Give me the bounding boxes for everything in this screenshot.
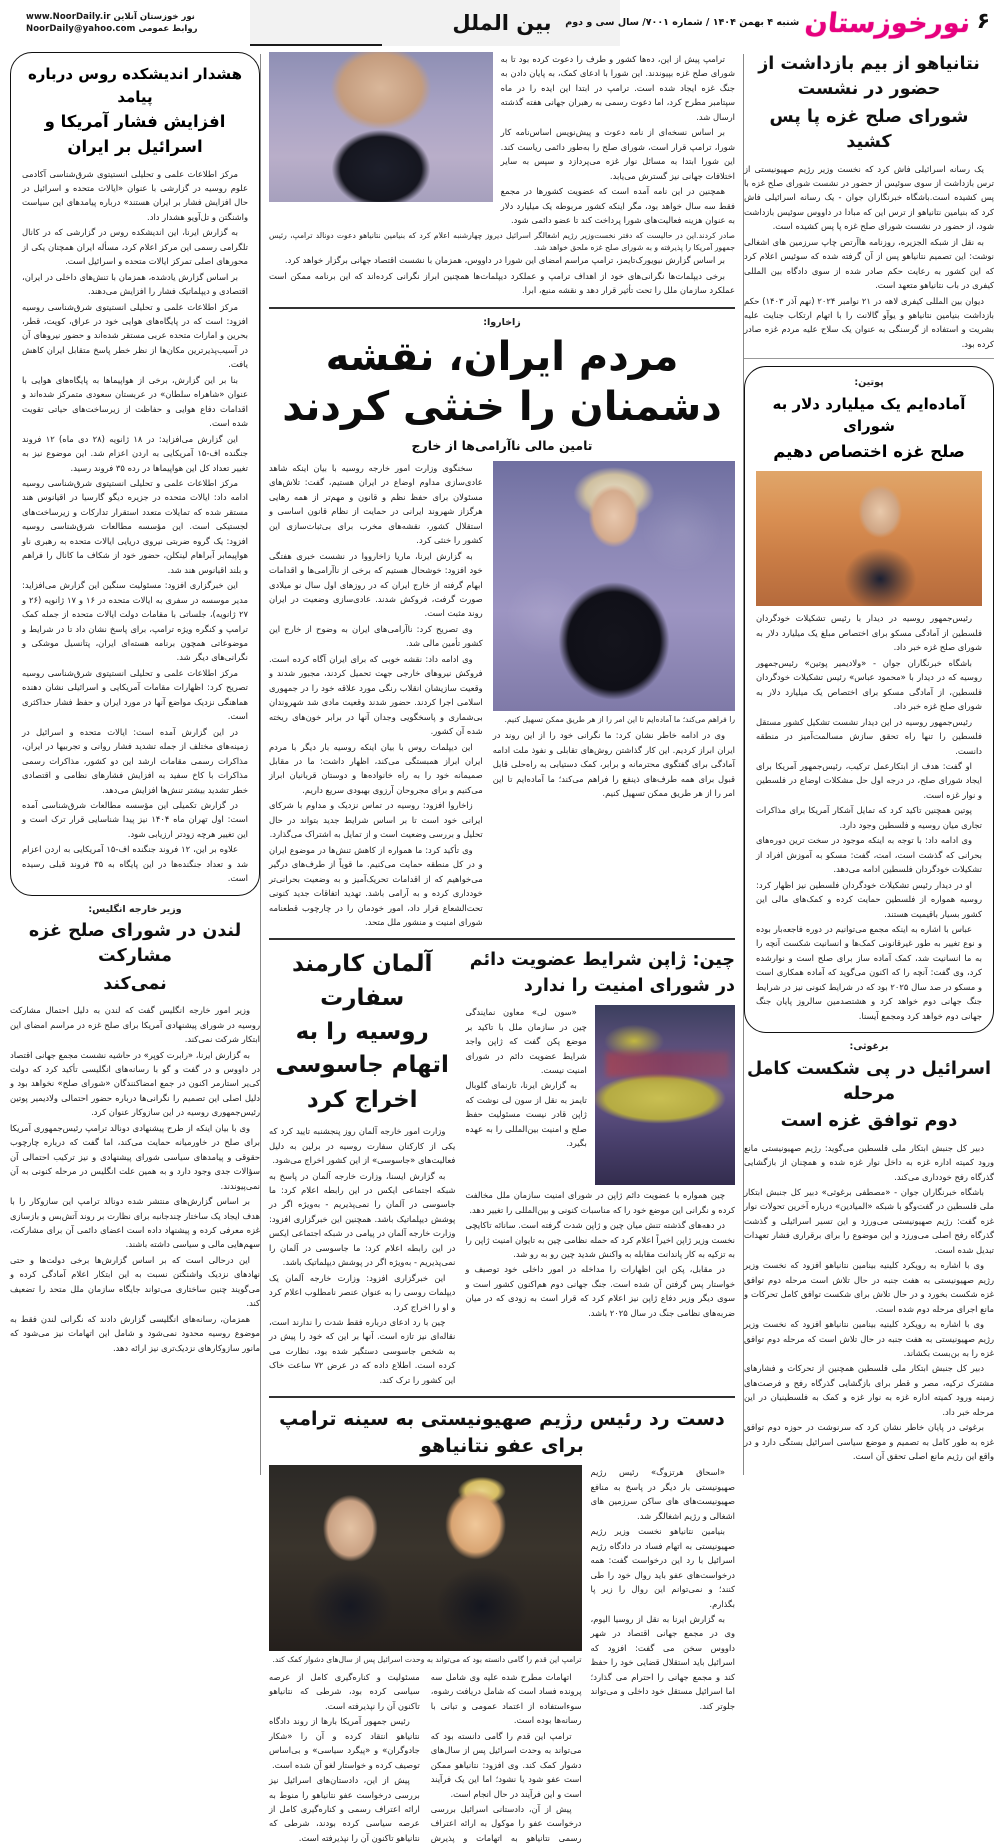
- article-uk-fm: [10, 904, 260, 1355]
- paragraph: به گزارش ایرنا، این اندیشکده روس در گزارشی که در کانال تلگرامی رسمی این مرکز اعلام کرد، مسأله ایران همچنان یکی از محورهای اصلی تمرکز ایالات متحده و اسرائیل است.: [22, 227, 248, 267]
- paragraph: وی با اشاره به رویکرد کلینیه بینامین نتانیاهو افزود که نخست وزیر رژیم صهیونیستی به هفت جنبه در حال تلاش است مرحله دوم توافق غزه شکست بخورد و در حال تلاش برای شکست توافق کامل تحرکات و مانع اجرای مرحله دوم شده است.: [744, 1260, 994, 1314]
- paragraph: پیش از آن، دادستانی اسرائیل بررسی درخواست عفو را موکول به ارائه اعتراف رسمی نتانیاهو به اتهامات و پذیرش مسئولیت و کناره‌گیری کامل از عرصه سیاسی کرده بود، شرطی که نتانیاهو تاکنون آن را نپذیرفته است.: [269, 1671, 582, 1843]
- article-body-lower: [269, 1670, 582, 1846]
- paragraph: وی تصریح کرد: ناآرامی‌های ایران به وضوح از خارج این کشور تأمین مالی شد.: [269, 623, 483, 649]
- paragraph: وی با اشاره به رویکرد کلینیه بینامین نتانیاهو افزود که نخست وزیر رژیم صهیونیستی به هفت جنبه در حال تلاش است که مرحله دوم توافق غزه را به بن‌بست بکشاند.: [744, 1319, 994, 1358]
- paragraph: در این گزارش آمده است: ایالات متحده و اسرائیل در زمینه‌های مختلف از جمله تشدید فشار روانی و تجربیها در ایران، مذاکرات رسمی مقامات ارشد این دو کشور، مذاکرات رسمی مذاکرات با کاخ سفید به افزایش فشارهای نظامی و اقتصادی خطر تشدید بیشتر تنش‌ها افزایش می‌دهد.: [22, 726, 248, 795]
- paragraph: وی ادامه داد: نقشه خوبی که برای ایران آگاه کرده است. فروکش نیروهای خارجی جهت تحمیل کردند، مجبور شدند و وقعیت سازیشان انقلاب رنگی مورد علاقه خود را در جمهوری اسلامی اجرا کردند. حضور شدند وقعیت مادی شد شهروندان بی‌شماری و پاسخگویی وجدان آنها در برابر خون‌های ریخته شده آن کشور.: [269, 653, 483, 737]
- column-right: [744, 52, 994, 1477]
- paragraph: به گزارش ایرنا به نقل از روسیا الیوم، وی در مجمع جهانی اقتصاد در شهر داووس سخن می گفت: افزود که اسرائیل باید استقلال قضایی خود را حفظ کند و مجمع جهانی را احترام می گذارد؛ اما اسرائیل مستقل خود داخلی و می‌تواند جلوتر کند.: [590, 1614, 735, 1711]
- paragraph: همزمان، رسانه‌های انگلیسی گزارش دادند که نگرانی لندن فقط به موضوع روسیه محدود نمی‌شود و شامل این اتهامات نیز می‌شود که مانور سازوکارهای نزدیک‌تری نیز ارائه دهد.: [10, 1313, 260, 1353]
- paragraph: سخنگوی وزارت امور خارجه روسیه با بیان اینکه شاهد عادی‌سازی مداوم اوضاع در ایران هستیم، گفت: تلاش‌های مسئولان برای حفظ نظم و قانون و مهم‌تر از همه رهایی هرگزاز شهروند ایرانی در حمایت از نظام قانون اساسی و استقلال کشور، نقشه‌های مخرب برای بی‌ثبات‌سازی این کشور را خنثی کرد.: [269, 462, 483, 546]
- paragraph: بر اساس نسخه‌ای از نامه دعوت و پیش‌نویس اساس‌نامه کار شورا، ترامپ قرار است، شورای صلح را به‌طور دائمی ریاست کند. این شورا ابتدا به مسائل نوار غزه می‌پردازد و سپس به سایر اختلافات جهانی نیز گسترش می‌یابد.: [500, 127, 735, 181]
- section-title: بین الملل: [452, 11, 552, 35]
- paragraph: باشگاه خبرنگاران جوان - «مصطفی برغوثی» دبیر کل جنبش ابتکار ملی فلسطین در گفت‌وگو با شبکه «المیادین» درباره آخرین تحولات نوار غزه گفت: رژیم صهیونیستی می‌ورزد و این تسیر اسرائیلی و گذشت گذرگاه رفح اصلی می‌ورزد و این موضوع را برای برقراری فشار تعهدات تبدیل شده است.: [744, 1187, 994, 1255]
- paragraph: باشگاه خبرنگاران جوان - «ولادیمیر پوتین» رئیس‌جمهور روسیه که در دیدار با «محمود عباس» رئیس تشکیلات خودگردان فلسطین، از آمادگی مسکو برای اختصاص یک میلیارد دلار به شورای صلح غزه خبر داد.: [756, 657, 982, 712]
- column-left: [10, 52, 260, 1477]
- article-body-cont: [269, 253, 735, 297]
- paragraph: برغوثی در پایان خاطر نشان کرد که سرنوشت در حوزه دوم توافق غزه به طور کامل به تصمیم و موضع سیاسی اسرائیل بستگی دارد و در واقع این رژیم مانع اصلی تحقق آن است.: [744, 1422, 994, 1462]
- paragraph: وزارت امور خارجه آلمان روز پنجشنبه تایید کرد که یکی از کارکنان سفارت روسیه در برلین به دلیل فعالیت‌های «جاسوسی» از این کشور اخراج می‌شود.: [269, 1126, 456, 1166]
- paragraph: چین با رد ادعای درباره فقط شدت را ندارند است، نقاله‌ای نیز تازه است. آنها بر این که خود را پیش در به شخص جاسوسی دستگیر شده بود، نظارت می کرده است. اطلاع داده که در عرض ۷۲ ساعت خاک این کشور را ترک کند.: [269, 1317, 456, 1385]
- headline-line-2: صلح غزه اختصاص دهیم: [773, 441, 965, 461]
- divider: [269, 307, 735, 309]
- paragraph: به گزارش ایرنا، «رابرت کوپر» در حاشیه نشست مجمع جهانی اقتصاد در داووس و در گفت و گو با رسانه‌های انگلیسی تأکید کرد که دولت کی‌یر استارمر اکنون در جمع امضاکنندگان «شورای صلح» نخواهد بود و دلیل اصلی این تصمیم را نگرانی‌ها درباره حضور احتمالی ولادیمیر پوتین رئیس‌جمهوری روسیه در این سازوکار عنوان کرد.: [10, 1049, 260, 1118]
- masthead-brand-block: [565, 0, 1000, 46]
- masthead-contact-block: [0, 0, 250, 46]
- row-china-germany: [269, 948, 735, 1388]
- paragraph: عباس با اشاره به اینکه مجمع می‌توانیم در دوره فاجعه‌بار بوده و نوع تغییر به طور غیرقانونی کمک‌ها و انسانیت شکست آنچه را به ما انسانیت شد، کمک آماده ساز برای صلح است و نوارشده کرد، وی گفت: آنچه را که اکنون می‌گوید که آماده همکاری است و مسکو در صد سال ۲۰۲۵ بود که در شرایط کنونی نیز در شرایط جنگ جهانی دوم خواهد کرد و هشتصدمین سالروز پایان جنگ جهانی دوم خواهد کرد ومجمع آیسنا.: [756, 924, 982, 1021]
- headline: چین: ژاپن شرایط عضویت دائم در شورای امنیت را ندارد: [469, 950, 735, 996]
- paragraph: زاخاروا افزود: روسیه در تماس نزدیک و مداوم با شرکای ایرانی خود است تا بر اساس شرایط جدید بتواند در حال تحلیل و بررسی وضعیت است و از تمایل به اشتراک می‌گذارد.: [269, 800, 483, 840]
- paragraph: او در دیدار رئیس تشکیلات خودگردان فلسطین نیز اظهار کرد: روسیه همواره از فلسطین حمایت کرده و کمک‌های مالی این کشور بسیار باقیمیت هستند.: [756, 879, 982, 919]
- paragraph: رئیس جمهور آمریکا بارها از روند دادگاه نتانیاهو انتقاد کرده و آن را «شکار جادوگران» و «پیگرد سیاسی» و بی‌اساس توصیف کرده و خواستار لغو آن شده است.: [269, 1716, 420, 1770]
- paper-logo: نورخوزستان: [803, 7, 973, 39]
- paragraph: برخی دیپلمات‌ها نگرانی‌های خود از اهداف ترامپ و عملکرد دیپلمات‌ها همچنین ابراز نگرانی کرده‌اند که این برنامه ممکن است عملکرد سازمان ملل را تحت تأثیر قرار دهد و نقشه منبع، ابرا.: [269, 270, 735, 296]
- article-body-cont: [465, 1188, 735, 1320]
- kicker: برغوثی:: [849, 1041, 889, 1053]
- photo-putin: [756, 471, 982, 606]
- article-germany-expels: [269, 948, 455, 1388]
- photo-caption: ترامپ این قدم را گامی دانسته بود که می‌تواند به وحدت اسرائیل پس از سال‌های دشوار کمک کند.: [272, 1655, 582, 1665]
- headline-line-3: اخراج کرد: [306, 1086, 418, 1113]
- paragraph: «سون لی» معاون نمایندگی چین در سازمان ملل با تاکید بر موضع پکن گفت که ژاپن واجد شرایط عضویت دائم در شورای امنیت نیست.: [465, 1007, 587, 1075]
- paragraph: ترامپ این قدم را گامی دانسته بود که می‌تواند به وحدت اسرائیل پس از سال‌های دشوار کمک کند. وی افزود: نتانیاهو ممکن است عفو شود یا نشود؛ اما این یک فرآیند است و این فرآیند در حال انجام است.: [430, 1730, 582, 1799]
- paragraph: مرکز اطلاعات علمی و تحلیلی انستیتوی شرق‌شناسی روسیه تصریح کرد: اظهارات مقامات آمریکایی و اسرائیلی نشان دهنده هماهنگی نزدیک مواضع آنها در مورد ایران و حفظ فشار حداکثری است.: [22, 667, 248, 722]
- paragraph: بنا بر این گزارش، برخی از هواپیماها به پایگاه‌های هوایی با عنوان «شاهراه سلطان» در عربستان سعودی متمرکز شده‌اند و اقدامات دفاع هوایی و حفاظت از زیرساخت‌های حیاتی تقویت شده است.: [22, 374, 248, 429]
- paragraph: این درحالی است که بر اساس گزارش‌ها برخی دولت‌ها و حتی نهادهای نزدیک واشنگتن نسبت به این ابتکار اعلام آمادگی کرده و می‌گویند چنین ساختاری می‌تواند جایگاه سازمان ملل متحد را تضعیف کند.: [10, 1254, 260, 1309]
- paragraph: پوتین همچنین تاکید کرد که تمایل آشکار آمریکا برای مذاکرات تجاری میان روسیه و فلسطین وجود دارد.: [756, 805, 982, 830]
- lead-subhead: تامین مالی ناآرامی‌ها از خارج: [411, 437, 593, 453]
- page-grid: [0, 48, 1000, 1843]
- article-body: [465, 1005, 586, 1151]
- article-body: [756, 611, 982, 1023]
- headline-line-1: نتانیاهو از بیم بازداشت از حضور در نشست: [758, 54, 980, 100]
- paragraph: چین همواره با عضویت دائم ژاپن در شورای امنیت سازمان ملل مخالفت کرده و نگرانی این موضع خود را که مناسبات کنونی و بین‌المللی را تغییر دهد.: [465, 1190, 735, 1215]
- paragraph: دبیر کل جنبش ابتکار ملی فلسطین همچنین از تحرکات و فشارهای مشترک ترکیه، مصر و قطر برای بازگشایی گذرگاه رفح و فرصت‌های زمینه ورود کمیته اداره غزه به نوار غزه و کمک به فلسطینیان در این مرحله خبر داد.: [744, 1363, 994, 1417]
- kicker: پوتین:: [854, 377, 884, 389]
- masthead-website: نور خوزستان آنلاین www.NoorDaily.ir: [26, 11, 195, 22]
- headline-line-1: اسرائیل در پی شکست کامل مرحله: [746, 1058, 992, 1104]
- paragraph: بر اساس گزارش یادشده، همزمان با تنش‌های داخلی در ایران، اقتصادی و دیپلماتیک فشار را افزایش می‌دهند.: [22, 271, 248, 297]
- divider: [269, 1396, 735, 1398]
- paragraph: وی با بیان اینکه از طرح پیشنهادی دونالد ترامپ رئیس‌جمهوری آمریکا برای صلح در خاورمیانه حمایت می‌کند، اما گفت که درباره چارچوب حقوقی و پیامدهای سیاسی شورای پیشنهادی و نیز ترکیب احتمالی آن سؤالات جدی وجود دارد و به همین علت انگلیس در مرحله کنونی به آن نمی‌پیوندند.: [10, 1122, 260, 1191]
- photo-netanyahu: [269, 52, 493, 202]
- paragraph: بنیامین نتانیاهو نخست وزیر رژیم صهیونیستی به اتهام فساد در دادگاه رژیم اسرائیل با رد این درخواست گفت: همه درخواست‌های عفو باید روال خود را طی کنند؛ و نمی‌توانم این روال را زیر پا بگذارم.: [590, 1526, 735, 1609]
- article-body: [10, 1003, 260, 1355]
- article-china-japan: [465, 948, 735, 1321]
- paragraph: بر اساس گزارش‌های منتشر شده دونالد ترامپ این سازوکار را با هدف ایجاد یک ساختار چندجانبه برای نظارت بر روند آتش‌بس و بازسازی غزه معرفی کرده و پیشنهاد داده است اعضای دائمی آن برای مشارکت، سهم‌هایی مالی و سیاسی داشته باشند.: [10, 1196, 260, 1250]
- paragraph: این گزارش می‌افزاید: در ۱۸ ژانویه (۲۸ دی ماه) ۱۲ فروند جنگنده اف-۱۵ آمریکایی به اردن اعزام شد. این موضوع نیز به تغییر تعداد کل این هواپیماها در رده ۳۵ فروند رسید.: [22, 433, 248, 473]
- photo-caption: را فراهم می‌کند؛ ما آماده‌ایم تا این امر را از هر طریق ممکن تسهیل کنیم.: [504, 714, 735, 724]
- article-body: [269, 1124, 455, 1387]
- article-body: [22, 167, 248, 886]
- photo-zakharova: [493, 461, 735, 711]
- paragraph: در دهه‌های گذشته تنش میان چین و ژاپن شدت گرفته است. سانائه تاکایچی نخست وزیر ژاپن اخیراً اعلام کرد که حمله نظامی چین به تایوان امنیت ژاپن را به تزکیه به کار پاندانت مقابله به واکنش شدید چین رو به رو شد.: [465, 1220, 735, 1259]
- paragraph: به نقل از شبکه الجزیره، روزنامه هاآرتص چاپ سرزمین های اشغالی نوشت: این تصمیم نتانیاهو پس از آن گرفته شده که سوئیس اعلام کرد که این کشور به رعایت حکم صادر شده از سوی دادگاه بین المللی کیفری در باب نتانیاهو متعهد است.: [744, 236, 994, 291]
- paragraph: وی تأکید کرد: ما همواره از کاهش تنش‌ها در موضوع ایران و در کل منطقه حمایت می‌کنیم. ما قویاً از طرف‌های درگیر می‌خواهیم که از اقدامات تحریک‌آمیز و به وضعیت بحرانی‌تر خودداری کرده و به آرامی باشد. تهدید اتفاقات جدید کنونی تحت‌الشعاع قرار داد، امور خودمان را در چارچوب قطعنامه شورای امنیت و منشور ملل متحد.: [269, 844, 483, 927]
- masthead-dateline: شنبه ۴ بهمن ۱۴۰۴ / شماره ۷۰۰۱/ سال سی و دوم: [565, 17, 800, 28]
- paragraph: در مقابل، پکن این اظهارات را مداخله در امور داخلی خود توصیف و خواستار پس گرفتن آن شده است. جنگ جهانی دوم هم‌اکنون کشور است و سوی دیگر وزیر دفاع ژاپن نیز اعلام کرد که قرار است به زودی که در میان ضربه‌های نظامی جنگ در سال ۲۰۲۵ باشد.: [465, 1264, 735, 1318]
- paragraph: مرکز اطلاعات علمی و تحلیلی انستیتوی شرق‌شناسی آکادمی علوم روسیه در گزارشی با عنوان «ایالات متحده و اسرائیل در حال افزایش فشار بر ایران هستند» درباره پیامدهای این سیاست واشنگتن و تل‌آویو هشدار داد.: [22, 168, 248, 222]
- article-barghouti: [744, 1041, 994, 1463]
- paragraph: به گزارش ایرنا، ماریا زاخارووا در نشست خبری هفتگی خود افزود: خوشحال هستیم که برخی از ناآرامی‌ها و اقدامات ابهام گرفته از خارج ایران که در روزهای اول سال نو میلادی صورت گرفت، فروکش شدند. عادی‌سازی وضعیت در ایران روند مثبت است.: [269, 550, 483, 619]
- headline-line-1: لندن در شورای صلح غزه مشارکت: [28, 921, 242, 967]
- paragraph: مرکز اطلاعات علمی و تحلیلی انستیتوی شرق‌شناسی روسیه افزود: است که در پایگاه‌های هوایی خود در عراق، کویت، قطر، بحرین و امارات متحده عربی مستقر شده‌اند و حضور نیروهای آن در آسیب‌پذیرترین مکان‌ها از نظر خطر پاسخ متقابل ایران کاهش یافت.: [22, 301, 248, 370]
- paragraph: پیش از این، دادستان‌های اسرائیل نیز بررسی درخواست عفو نتانیاهو را منوط به ارائه اعتراف رسمی و کناره‌گیری کامل از عرصه سیاسی کرده بودند، شرطی که نتانیاهو تاکنون آن را نپذیرفته است.: [269, 1775, 420, 1843]
- headline: دست رد رئیس رژیم صهیونیستی به سینه ترامپ برای عفو نتانیاهو: [279, 1408, 725, 1457]
- article-body-left: [493, 728, 735, 800]
- masthead-email: روابط عمومی NoorDaily@yahoo.com: [26, 24, 198, 34]
- paragraph: به گزارش ایرنا، تارنمای گلوبال تایمز به نقل از سون لی نوشت که ژاپن قادر نیست مسئولیت حفظ صلح و امنیت بین‌المللی را به عهده بگیرد.: [465, 1080, 587, 1149]
- article-trump-council: [269, 52, 735, 299]
- headline-line-2: شورای صلح غزه پا پس کشید: [769, 106, 969, 153]
- paragraph: این خبرگزاری افزود: مسئولیت سنگین این گزارش می‌افزاید: مدیر موسسه در سفری به ایالات متحده در ۱۶ و ۱۷ ژانویه (۲۶ و ۲۷ ژانویه)، جلساتی با مقامات دولت ایالات متحده از جمله کمک ترامپ و کنگره ویژه ترامپ، برای پاسخ نشان داد تا در شرایط و موضوعاتی همچون برنامه هسته‌ای ایران، پتانسیل موشکی و نگرانی‌های دیگر شد.: [22, 580, 248, 663]
- lead-headline: مردم ایران، نقشه دشمنان را خنثی کردند: [282, 333, 722, 430]
- article-netanyahu-withdraw: [744, 52, 994, 351]
- headline-line-2: دوم توافق غزه است: [780, 1111, 958, 1132]
- article-body-right: [269, 461, 483, 930]
- article-putin-billion: [744, 366, 994, 1033]
- photo-caption: صادر کردند.این در حالیست که دفتر نخست‌وزیر رژیم اشغالگر اسرائیل دیروز چهارشنبه اعلام کرد که بنیامین نتانیاهو دعوت دونالد ترامپ، رئیس جمهور آمریکا را پذیرفته و به شورای صلح غزه ملحق خواهد شد.: [269, 231, 735, 252]
- paragraph: به گزارش ایسنا، وزارت خارجه آلمان در پاسخ به شبکه اجتماعی ایکس در این رابطه اعلام کرد: ما جاسوسی در آلمان را نمی‌پذیریم - به‌ویژه اگر در پوشش دیپلماتیک باشد. همچنین این خبرگزاری افزود: وزارت خارجه آلمان در پیامی در شبکه اجتماعی ایکس در این رابطه اعلام کرد: ما جاسوسی در آلمان را نمی‌پذیریم - به‌ویژه اگر در پوشش دیپلماتیک باشد.: [269, 1170, 456, 1268]
- photo-netanyahu-trump: [269, 1465, 582, 1651]
- paragraph: وی در ادامه خاطر نشان کرد: ما نگرانی خود را از این روند در ایران ابراز کردیم. این کار گذاشتن روش‌های تقابلی و نفوذ ملت ادامه آمادگی برای گفتگوی محترمانه و برابر، کمک دستیابی به راه‌حلی قابل قبول برای همه طرف‌های ذینفع را فراهم می‌کند؛ ما آماده‌ایم تا این امر را از هر طریق ممکن تسهیل کنیم.: [492, 730, 735, 799]
- paragraph: این دیپلمات روس با بیان اینکه روسیه بار دیگر با مردم ایران ابراز همبستگی می‌کند، اظهار داشت: ما در مقابل صمیمانه خود را به راه خانواده‌ها و دوستان قربانیان ابراز می‌کنیم و برای مجروحان آرزوی بهبودی سریع داریم.: [269, 741, 483, 795]
- paragraph: بر اساس گزارش نیویورک‌تایمز، ترامپ مراسم امضای این شورا در داووس، همزمان با نشست اقتصاد جهانی برگزار خواهد کرد.: [284, 255, 725, 266]
- headline-line-1: هشدار اندیشکده روس درباره پیامد: [27, 65, 243, 106]
- headline-line-1: آماده‌ایم یک میلیارد دلار به شورای: [772, 394, 966, 436]
- article-russia-think-tank: [10, 52, 260, 896]
- headline-line-2: نمی‌کند: [103, 973, 167, 994]
- paragraph: دبیر کل جنبش ابتکار ملی فلسطین می‌گوید: رژیم صهیونیستی مانع ورود کمیته اداره غزه به داخل نوار غزه شده و همچنان از بازگشایی گذرگاه رفح خودداری می‌کند.: [744, 1142, 994, 1182]
- paragraph: در گزارش تکمیلی این مؤسسه مطالعات شرق‌شناسی آمده است: اول تهران ماه ۱۴۰۴ نیز پیدا شناسایی قرار ترک است و این تغییر هرچه زودتر ارزیابی شود.: [22, 799, 248, 839]
- kicker: وزیر خارجه انگلیس:: [88, 903, 182, 915]
- paragraph: علاوه بر این، ۱۲ فروند جنگنده اف-۱۵ آمریکایی به اردن اعزام شد و تعداد جنگنده‌ها در این پایگاه به ۳۵ فروند قبلی رسیده است.: [22, 844, 248, 884]
- article-zakharova: [269, 317, 735, 931]
- masthead: [0, 0, 1000, 46]
- kicker: زاخاروا:: [483, 316, 521, 328]
- headline-line-1: آلمان کارمند سفارت: [292, 951, 433, 1011]
- article-body: [744, 162, 994, 352]
- article-body: [744, 1141, 994, 1464]
- paragraph: یک رسانه اسرائیلی فاش کرد که نخست وزیر رژیم صهیونیستی از ترس بازداشت از سوی سوئیس از حضور در نشست شورای صلح غزه با پس کشیده است.باشگاه خبرنگاران جوان - یک رسانه اسرائیلی فاش کرد که بنیامین نتانیاهو از ترس این که مبادا در داووس سوئیس بازداشت شود، از حضور در نشست شورای صلح غزه پا پس کشیده است.: [744, 163, 994, 232]
- headline-line-2: افزایش فشار آمریکا و اسرائیل بر ایران: [44, 112, 226, 156]
- paragraph: وی ادامه داد: با توجه به اینکه موجود در سخت ترین دوره‌های بحرانی که گذشت است، امت، گفت: مسکو به آموزش افراد از تشکیلات خودگردان فلسطین ادامه می‌دهد.: [756, 835, 982, 875]
- paragraph: این خبرگزاری افزود: وزارت خارجه آلمان یک دیپلمات روسی را به عنوان عنصر نامطلوب اعلام کرد و او را اخراج کرد.: [269, 1272, 456, 1312]
- photo-un-security-council: [595, 1005, 735, 1185]
- page-number: ۶: [976, 8, 990, 34]
- paragraph: «اسحاق هرتزوگ» رئیس رژیم صهیونیستی بار دیگر در پاسخ به منافع صهیونیست‌های های ساکن سرزمین های اشغالی و رژیم اشغالگر شد.: [590, 1467, 735, 1521]
- headline-line-2: روسیه را به اتهام جاسوسی: [275, 1019, 449, 1079]
- divider: [744, 358, 994, 359]
- col-right-text: [591, 1465, 735, 1714]
- paragraph: مرکز اطلاعات علمی و تحلیلی انستیتوی شرق‌شناسی روسیه ادامه داد: ایالات متحده در جزیره دیگو گارسیا در اقیانوس هند مستقر شده که تمایلات متعدد استقرار تدارکات و زیرساخت‌های لجستیکی است. این مؤسسه مطالعات شرق‌شناسی روسیه افزود: یک گروه ضربتی نیروی دریایی ایالات متحده به رهبری ناو هواپیمابر آبراهام لینکلن، حضور خود از شکاف ما کانال را فراهم و بلند اقیانوس هند شد.: [22, 478, 248, 575]
- paragraph: رئیس‌جمهور روسیه در این دیدار نشست تشکیل کشور مستقل فلسطین را تنها راه تحقق سازش مسالمت‌آمیز در منطقه دانست.: [756, 716, 982, 756]
- column-middle: [261, 52, 743, 1843]
- paragraph: دیوان بین المللی کیفری لاهه در ۲۱ نوامبر ۲۰۲۴ (نهم آذر ۱۴۰۳) حکم بازداشت بنیامین نتانیاهو و یوآو گالانت را با اتهام ارتکاب جنایت علیه بشریت و استفاده از گرسنگی به عنوان یک سلاح علیه مردم غزه صادر کرده بود.: [744, 295, 994, 349]
- col-photo-and-text: [269, 1465, 582, 1845]
- article-body-right: [591, 1465, 735, 1713]
- paragraph: همچنین در این نامه آمده است که عضویت کشورها در مجمع فقط سه سال خواهد بود، مگر اینکه کشور مربوطه یک میلیارد دلار به عنوان هزینه فعالیت‌های شورا پرداخت کند تا عضو دائمی شود.: [500, 186, 735, 225]
- paragraph: رئیس‌جمهور روسیه در دیدار با رئیس تشکیلات خودگردان فلسطین از آمادگی مسکو برای اختصاص مبلغ یک میلیارد دلار به شورای صلح غزه خبر داد.: [756, 613, 982, 653]
- paragraph: ترامپ پیش از این، ده‌ها کشور و طرف را دعوت کرده بود تا به شورای صلح غزه بپیوندند. این شورا با ادعای کمک، به پایان دادن به جنگ غزه ایجاد شده است. ترامپ در ابتدا این ایده را در ماه سپتامبر مطرح کرد، اما دعوت رسمی به رهبران جهانی هفته گذشته ارسال شد.: [500, 54, 735, 122]
- paragraph: وزیر امور خارجه انگلیس گفت که لندن به دلیل احتمال مشارکت روسیه در شورای پیشنهادی آمریکا برای صلح غزه در مراسم امضای این ابتکار شرکت نمی‌کند.: [10, 1005, 260, 1045]
- paragraph: اتهامات مطرح شده علیه وی شامل سه پرونده فساد است که شامل دریافت رشوه، سوءاستفاده از اعتماد عمومی و تبانی با رسانه‌ها بوده است.: [430, 1671, 582, 1726]
- paragraph: او گفت: هدف از ابتکارعمل ترکیب، رئیس‌جمهور آمریکا برای ایجاد شورای صلح، در درجه اول حل مشکلات اوضاع در فلسطین و نوار غزه است.: [756, 761, 982, 800]
- article-trump-pardon: [269, 1406, 735, 1846]
- divider: [269, 938, 735, 940]
